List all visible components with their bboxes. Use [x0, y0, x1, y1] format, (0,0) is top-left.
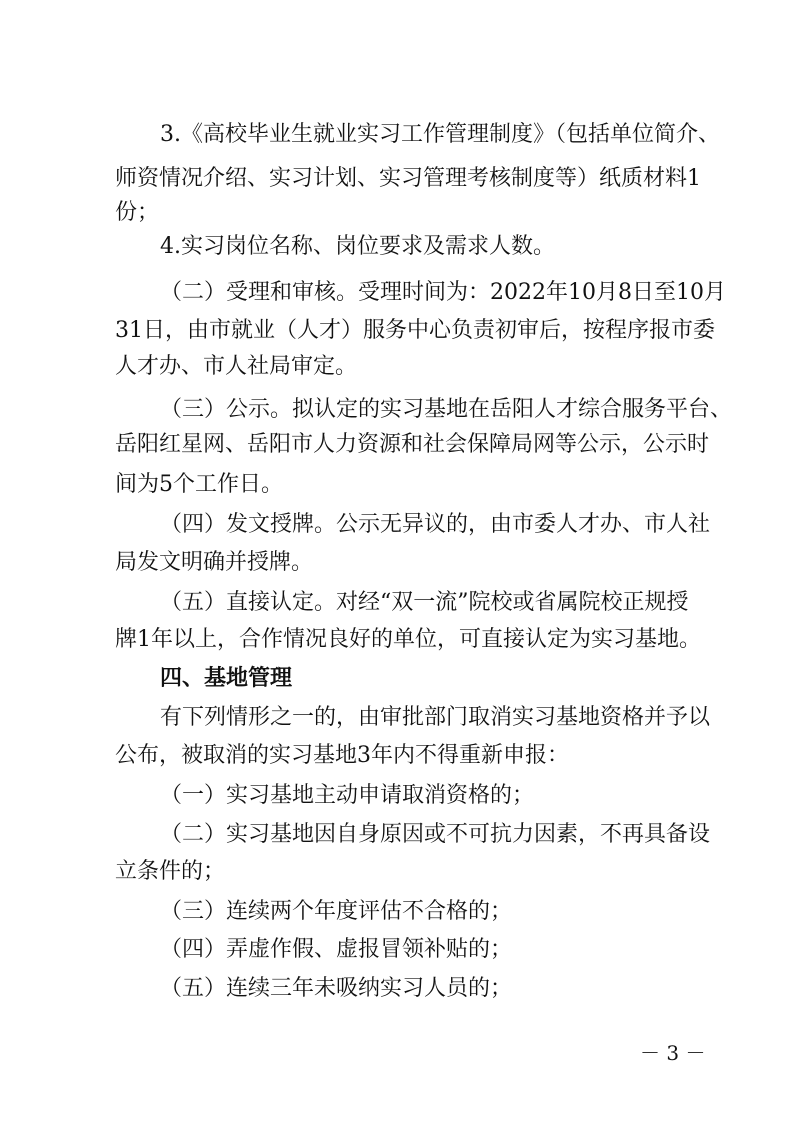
section-heading: 四、基地管理: [160, 666, 293, 691]
body-line: （三）公示。拟认定的实习基地在岳阳人才综合服务平台、: [160, 397, 733, 422]
body-line: 局发文明确并授牌。: [115, 550, 314, 575]
body-line: 有下列情形之一的，由审批部门取消实习基地资格并予以: [160, 705, 711, 730]
page-number: － 3 －: [640, 1041, 706, 1065]
list-item: （一）实习基地主动申请取消资格的；: [160, 783, 535, 808]
body-line: （四）发文授牌。公示无异议的，由市委人才办、市人社: [160, 512, 711, 537]
body-line: 3.《高校毕业生就业实习工作管理制度》（包括单位简介、: [160, 122, 720, 147]
body-line: 4.实习岗位名称、岗位要求及需求人数。: [160, 234, 555, 259]
body-line: 31日，由市就业（人才）服务中心负责初审后，按程序报市委: [115, 318, 715, 343]
body-line: 师资情况介绍、实习计划、实习管理考核制度等）纸质材料1: [115, 166, 701, 191]
body-line: （五）直接认定。对经“双一流”院校或省属院校正规授: [160, 590, 689, 615]
body-line: （二）受理和审核。受理时间为：2022年10月8日至10月: [160, 280, 726, 305]
body-line: 人才办、市人社局审定。: [115, 354, 358, 379]
body-line: 间为5个工作日。: [115, 472, 283, 497]
list-item: （二）实习基地因自身原因或不可抗力因素，不再具备设: [160, 822, 711, 847]
body-line: 立条件的；: [115, 859, 226, 884]
list-item: （四）弄虚作假、虚报冒领补贴的；: [160, 937, 513, 962]
list-item: （五）连续三年未吸纳实习人员的；: [160, 976, 513, 1001]
body-line: 岳阳红星网、岳阳市人力资源和社会保障局网等公示，公示时: [115, 432, 710, 457]
body-line: 公布，被取消的实习基地3年内不得重新申报：: [115, 743, 569, 768]
list-item: （三）连续两个年度评估不合格的；: [160, 899, 513, 924]
body-line: 份；: [115, 200, 160, 225]
body-line: 牌1年以上，合作情况良好的单位，可直接认定为实习基地。: [115, 627, 701, 652]
